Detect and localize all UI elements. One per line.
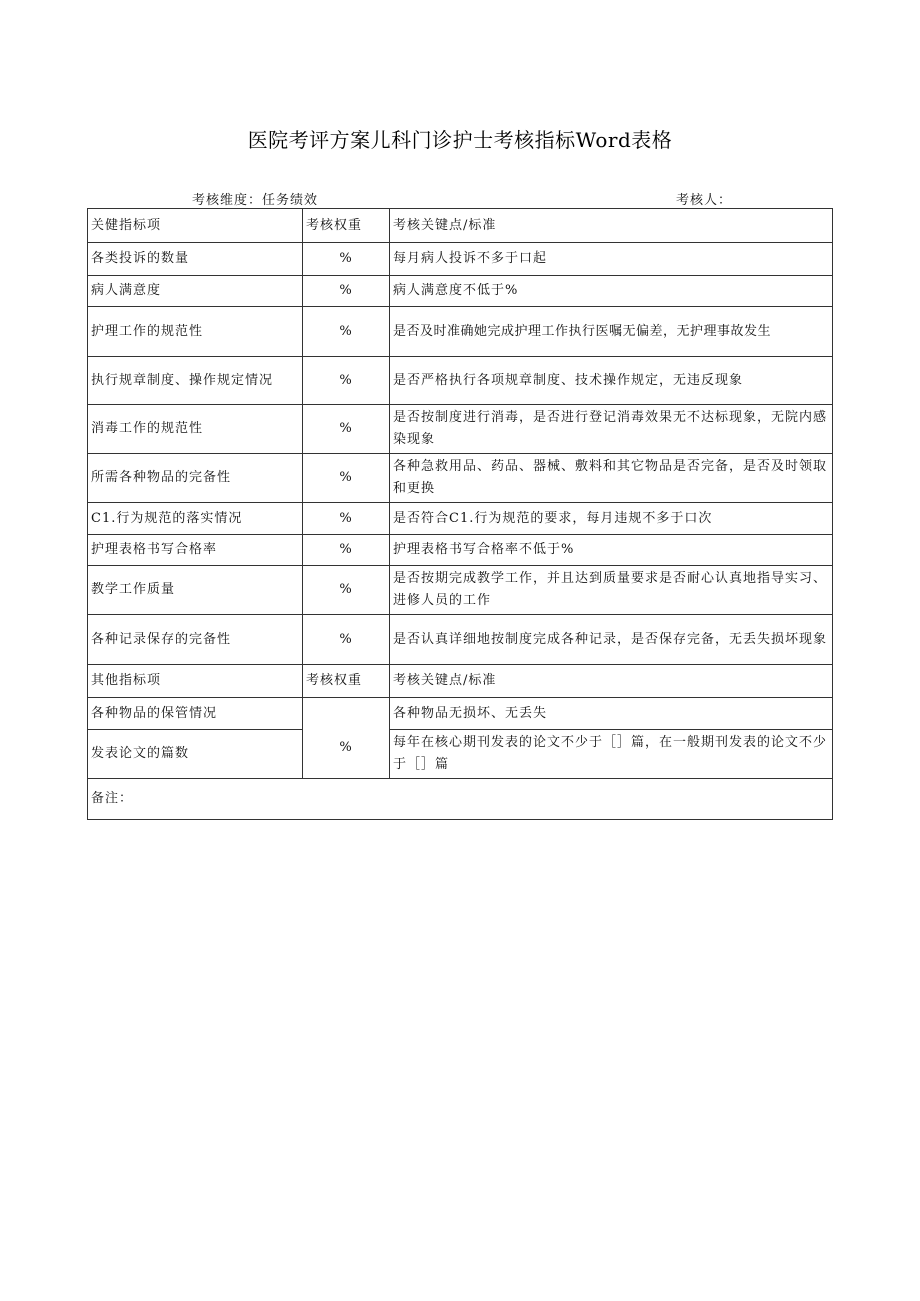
table-row [88, 535, 833, 566]
table-row [88, 503, 833, 535]
table-row [88, 405, 833, 454]
indicator-cell: 执行规章制度、操作规定情况 [88, 357, 303, 405]
standard-cell: 每月病人投诉不多于口起 [390, 243, 833, 276]
weight-cell: % [303, 566, 390, 615]
table-row [88, 357, 833, 405]
other-header-row [88, 665, 833, 698]
weight-cell: % [303, 405, 390, 454]
remarks-row [88, 779, 833, 820]
standard-cell: 是否按期完成教学工作，并且达到质量要求是否耐心认真地指导实习、进修人员的工作 [390, 566, 833, 615]
table-row [88, 454, 833, 503]
header-key-indicator: 关健指标项 [88, 209, 303, 243]
remarks-cell: 备注： [88, 779, 833, 820]
indicator-cell: 护理表格书写合格率 [88, 535, 303, 566]
weight-cell: % [303, 307, 390, 357]
weight-cell: % [303, 276, 390, 307]
indicator-cell: 各种物品的保管情况 [88, 698, 303, 730]
table-row [88, 615, 833, 665]
table-row [88, 698, 833, 730]
standard-cell: 每年在核心期刊发表的论文不少于［］篇，在一般期刊发表的论文不少于［］篇 [390, 730, 833, 779]
assessment-dimension-label: 考核维度：任务绩效 [192, 193, 319, 208]
weight-cell: % [303, 615, 390, 665]
header-other-standard: 考核关键点/标准 [390, 665, 833, 698]
assessor-label: 考核人： [676, 193, 733, 208]
page-title: 医院考评方案儿科门诊护士考核指标Word表格 [247, 128, 673, 152]
indicator-cell: 病人满意度 [88, 276, 303, 307]
indicator-cell: 所需各种物品的完备性 [88, 454, 303, 503]
table-row [88, 307, 833, 357]
standard-cell: 是否严格执行各项规章制度、技术操作规定，无违反现象 [390, 357, 833, 405]
header-standard: 考核关键点/标准 [390, 209, 833, 243]
indicator-cell: C1.行为规范的落实情况 [88, 503, 303, 535]
indicator-cell: 发表论文的篇数 [88, 730, 303, 779]
table-row [88, 276, 833, 307]
table-header-row [88, 209, 833, 243]
standard-cell: 是否符合C1.行为规范的要求，每月违规不多于口次 [390, 503, 833, 535]
indicator-cell: 各类投诉的数量 [88, 243, 303, 276]
indicator-cell: 教学工作质量 [88, 566, 303, 615]
weight-cell: % [303, 243, 390, 276]
indicator-cell: 护理工作的规范性 [88, 307, 303, 357]
standard-cell: 是否及时准确她完成护理工作执行医嘱无偏差，无护理事故发生 [390, 307, 833, 357]
standard-cell: 病人满意度不低于% [390, 276, 833, 307]
weight-cell: % [303, 503, 390, 535]
standard-cell: 护理表格书写合格率不低于% [390, 535, 833, 566]
header-other-indicator: 其他指标项 [88, 665, 303, 698]
table-row [88, 566, 833, 615]
indicator-cell: 各种记录保存的完备性 [88, 615, 303, 665]
standard-cell: 各种急救用品、药品、器械、敷料和其它物品是否完备，是否及时领取和更换 [390, 454, 833, 503]
weight-cell: % [303, 357, 390, 405]
table-row [88, 730, 833, 779]
indicator-cell: 消毒工作的规范性 [88, 405, 303, 454]
kpi-table [87, 208, 833, 820]
standard-cell: 是否按制度进行消毒，是否进行登记消毒效果无不达标现象，无院内感染现象 [390, 405, 833, 454]
table-row [88, 243, 833, 276]
weight-cell: % [303, 454, 390, 503]
standard-cell: 各种物品无损坏、无丢失 [390, 698, 833, 730]
header-weight: 考核权重 [303, 209, 390, 243]
weight-cell: % [303, 535, 390, 566]
header-other-weight: 考核权重 [303, 665, 390, 698]
other-weight-cell: % [303, 698, 390, 779]
standard-cell: 是否认真详细地按制度完成各种记录，是否保存完备，无丢失损坏现象 [390, 615, 833, 665]
